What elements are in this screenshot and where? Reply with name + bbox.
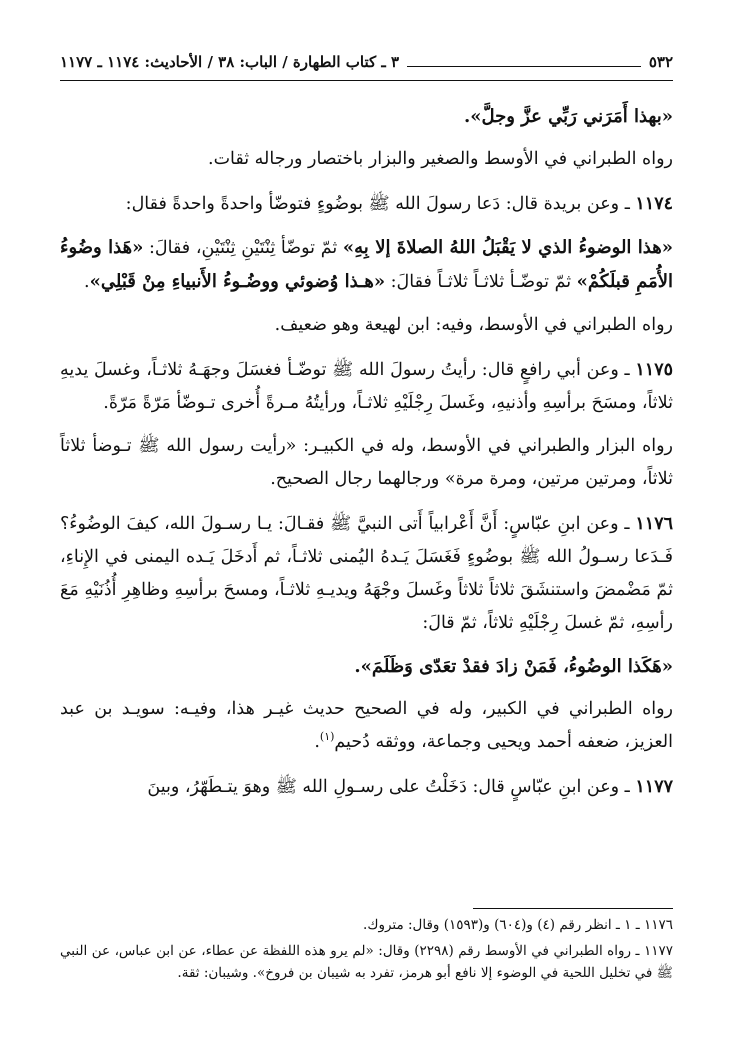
hadith-paragraph (60, 771, 673, 804)
header-rule (407, 66, 641, 67)
hadith-quote: «بهذا أَمَرَني رَبِّي عزَّ وجلَّ». (463, 106, 673, 127)
hadith-intro: ـ وعن ابنِ عبّاسٍ قال: دَخَلْتُ على رسـولِ الله ﷺ وهوَ يتـطَهّرُ، وبينَ (147, 777, 636, 797)
hadith-number: ١١٧٦ (635, 514, 673, 534)
header-divider (60, 80, 673, 81)
hadith-intro: ـ وعن أبي رافعٍ قال: رأيتُ رسولَ الله ﷺ توضّـأ فغسَلَ وجهَـهُ ثلاثـاً، وغسلَ يديهِ ثلاثاً، ومسَحَ برأسِهِ وأذنيهِ، وغَسلَ رِجْلَيْهِ ثلاثـاً، ورأيتُهُ مـرةً أُخرى تـوضّأ مَرّةً مَرّةً. (60, 360, 673, 413)
footnote: ١١٧٦ ـ ١ ـ انظر رقم (٤) و(٦٠٤) و(١٥٩٣) وقال: متروك. (363, 917, 673, 933)
footnote-divider (473, 908, 673, 909)
hadith-text: ثمّ توضّـأ ثلاثـاً ثلاثـاً فقالَ: (385, 272, 577, 292)
footnotes (60, 914, 673, 988)
hadith-number: ١١٧٤ (635, 194, 673, 214)
hadith-paragraph (60, 354, 673, 420)
page-number: ٥٣٢ (648, 53, 673, 71)
hadith-text: ثمّ توضّأ ثِنْتَيْنِ ثِنْتَيْنِ، فقالَ: (143, 238, 343, 258)
header-title: ٣ ـ كتاب الطهارة / الباب: ٣٨ / الأحاديث: ١١٧٤ ـ ١١٧٧ (60, 53, 400, 71)
hadith-intro: ـ وعن بريدة قال: دَعا رسولَ الله ﷺ بوضُوءٍ فتوضّأ واحدةً واحدةً فقال: (125, 194, 636, 214)
hadith-quote: «هـذا وُضوئي ووضُـوءُ الأَنبياءِ مِنْ قَبْلِي» (89, 271, 386, 292)
hadith-intro: ـ وعن ابنِ عبّاسٍ: أَنَّ أَعْرابياً أَتى النبيَّ ﷺ فقـالَ: يـا رسـولَ الله، كيفَ الوضُوءُ؟ فَـدَعا رسـولُ الله ﷺ بوضُوءٍ فَغَسَلَ يَـدهُ اليُمنى ثلاثـاً، ثم أَدخَلَ يَـده اليمنى في الإِناءِ، ثمّ مَضْمضَ واستنشَقَ ثلاثاً ثلاثاً وغَسلَ وجْهَهُ ويديـهِ ثلاثـاً، ومسحَ برأسِهِ وظاهِرِ أُذُنَيْهِ مَعَ رأسِهِ، ثمّ غسلَ رِجْلَيْهِ ثلاثاً، ثمّ قالَ: (60, 514, 673, 633)
riwaya-text: رواه الطبراني في الكبير، وله في الصحيح حديث غيـر هذا، وفيـه: سويـد بن عبد العزيز، ضعفه أحمد ويحيى وجماعة، ووثقه دُحيم (60, 699, 673, 752)
main-text (60, 100, 673, 814)
footnote: ١١٧٧ ـ رواه الطبراني في الأوسط رقم (٢٢٩٨) وقال: «لم يرو هذه اللفظة عن عطاء، عن ابن عباس، عن النبي ﷺ في تخليل اللحية في الوضوء إلا نافع أبو هرمز، تفرد به شيبان بن فروخ». وشيبان: ثقة. (60, 943, 673, 981)
hadith-number: ١١٧٧ (635, 777, 673, 797)
riwaya-tail: . (314, 732, 320, 752)
footnote-marker[interactable]: (١) (319, 730, 335, 744)
running-header (60, 48, 673, 76)
hadith-body (60, 231, 673, 299)
hadith-number: ١١٧٥ (635, 360, 673, 380)
hadith-paragraph (60, 508, 673, 640)
hadith-quote: «هَكَذا الوضُوءُ، فَمَنْ زادَ فقدْ تعَدّى وَظَلَمَ». (354, 656, 673, 677)
hadith-quote: «هَذا وضُوءُ الأُمَمِ قبلَكُمْ» (60, 237, 673, 292)
hadith-text: . (84, 272, 90, 292)
riwaya-paragraph: رواه الطبراني في الأوسط، وفيه: ابن لهيعة وهو ضعيف. (274, 315, 673, 335)
riwaya-paragraph (60, 693, 673, 759)
hadith-paragraph (60, 188, 673, 221)
riwaya-paragraph: رواه الطبراني في الأوسط والصغير والبزار باختصار ورجاله ثقات. (208, 149, 673, 169)
riwaya-paragraph: رواه البزار والطبراني في الأوسط، وله في الكبيـر: «رأيت رسول الله ﷺ تـوضأ ثلاثاً ثلاثاً، ومرتين مرتين، ومرة مرة» ورجالهما رجال الصحيح. (60, 436, 673, 489)
hadith-quote: «هذا الوضوءُ الذي لا يَقْبَلُ اللهُ الصلاةَ إلا بِهِ» (342, 237, 673, 258)
